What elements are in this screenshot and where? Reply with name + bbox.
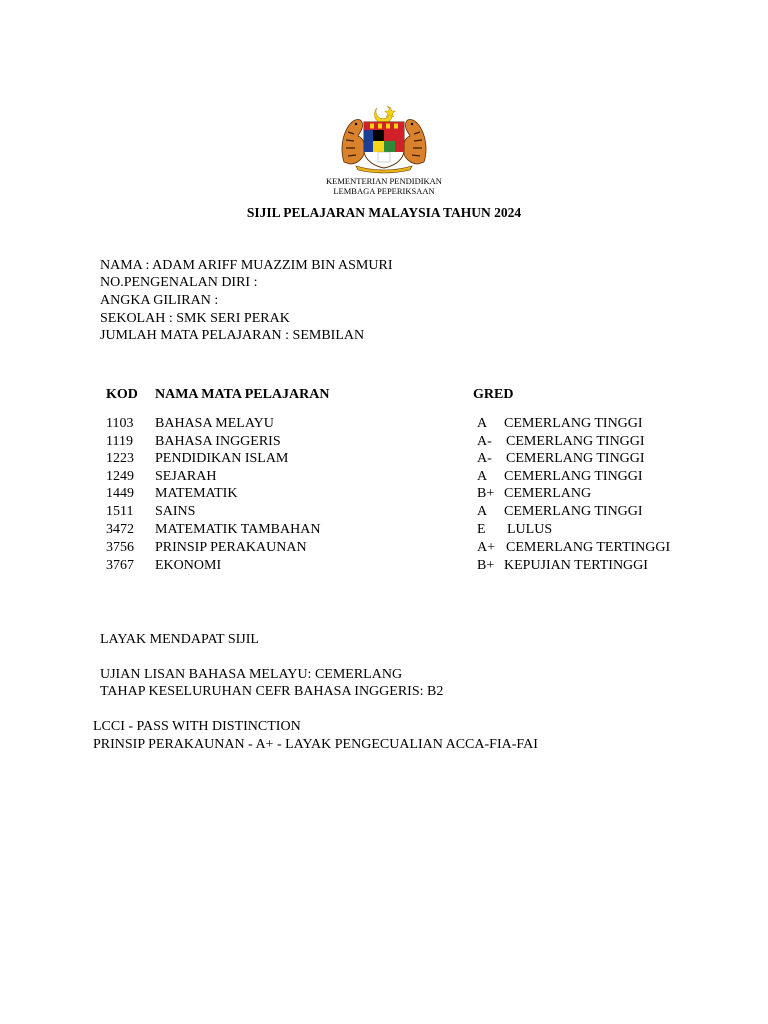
grade-description: CEMERLANG TINGGI [504,504,643,519]
table-row [0,486,768,503]
subject-name: PENDIDIKAN ISLAM [155,451,289,466]
grade-description: CEMERLANG TINGGI [506,434,645,449]
subject-name: SEJARAH [155,469,217,484]
table-row [0,469,768,486]
subject-grade: B+ [477,558,495,573]
subject-code: 1223 [106,451,134,466]
subject-code: 1449 [106,486,134,501]
table-row [0,540,768,557]
subject-grade: A- [477,434,492,449]
subject-grade: A+ [477,540,496,555]
grade-description: CEMERLANG TERTINGGI [506,540,671,555]
subject-code: 1119 [106,434,133,449]
subject-name: MATEMATIK [155,486,238,501]
subject-grade: A [477,469,488,484]
header-grade: GRED [473,387,514,402]
grade-description: CEMERLANG TINGGI [504,416,643,431]
grade-description: CEMERLANG TINGGI [504,469,643,484]
subject-name: BAHASA INGGERIS [155,434,281,449]
table-row [0,558,768,575]
subject-grade: E [477,522,486,537]
subject-code: 3756 [106,540,134,555]
grade-description: LULUS [507,522,553,537]
subject-code: 3472 [106,522,134,537]
grade-description: KEPUJIAN TERTINGGI [504,558,648,573]
certificate-eligibility: LAYAK MENDAPAT SIJIL [100,632,259,647]
subject-count: JUMLAH MATA PELAJARAN : SEMBILAN [100,328,365,343]
subject-name: PRINSIP PERAKAUNAN [155,540,307,555]
subject-code: 1249 [106,469,134,484]
subject-grade: A [477,416,488,431]
angka-giliran: ANGKA GILIRAN : [100,293,219,308]
subject-name: EKONOMI [155,558,222,573]
subject-name: BAHASA MELAYU [155,416,274,431]
student-ic: NO.PENGENALAN DIRI : [100,275,258,290]
oral-test-result: UJIAN LISAN BAHASA MELAYU: CEMERLANG [100,667,403,682]
subject-grade: A- [477,451,492,466]
table-row [0,416,768,433]
header-subject: NAMA MATA PELAJARAN [155,387,330,402]
subject-code: 1103 [106,416,134,431]
certificate-title: SIJIL PELAJARAN MALAYSIA TAHUN 2024 [246,205,522,220]
school-name: SEKOLAH : SMK SERI PERAK [100,311,290,326]
student-name: NAMA : ADAM ARIFF MUAZZIM BIN ASMURI [100,258,393,273]
grade-description: CEMERLANG [504,486,592,501]
subject-grade: A [477,504,488,519]
subject-name: MATEMATIK TAMBAHAN [155,522,321,537]
accounting-exemption: PRINSIP PERAKAUNAN - A+ - LAYAK PENGECUALIAN ACCA-FIA-FAI [93,737,538,752]
table-row [0,434,768,451]
lcci-result: LCCI - PASS WITH DISTINCTION [93,719,301,734]
grade-description: CEMERLANG TINGGI [506,451,645,466]
header-kod: KOD [106,387,138,402]
subject-code: 3767 [106,558,134,573]
table-row [0,451,768,468]
table-row [0,522,768,539]
subject-name: SAINS [155,504,196,519]
subject-grade: B+ [477,486,495,501]
table-row [0,504,768,521]
board-name: LEMBAGA PEPERIKSAAN [333,186,435,196]
subject-code: 1511 [106,504,134,519]
cefr-level: TAHAP KESELURUHAN CEFR BAHASA INGGERIS: B2 [100,684,444,699]
malaysia-coat-of-arms-icon [334,104,434,176]
ministry-name: KEMENTERIAN PENDIDIKAN [326,176,442,186]
